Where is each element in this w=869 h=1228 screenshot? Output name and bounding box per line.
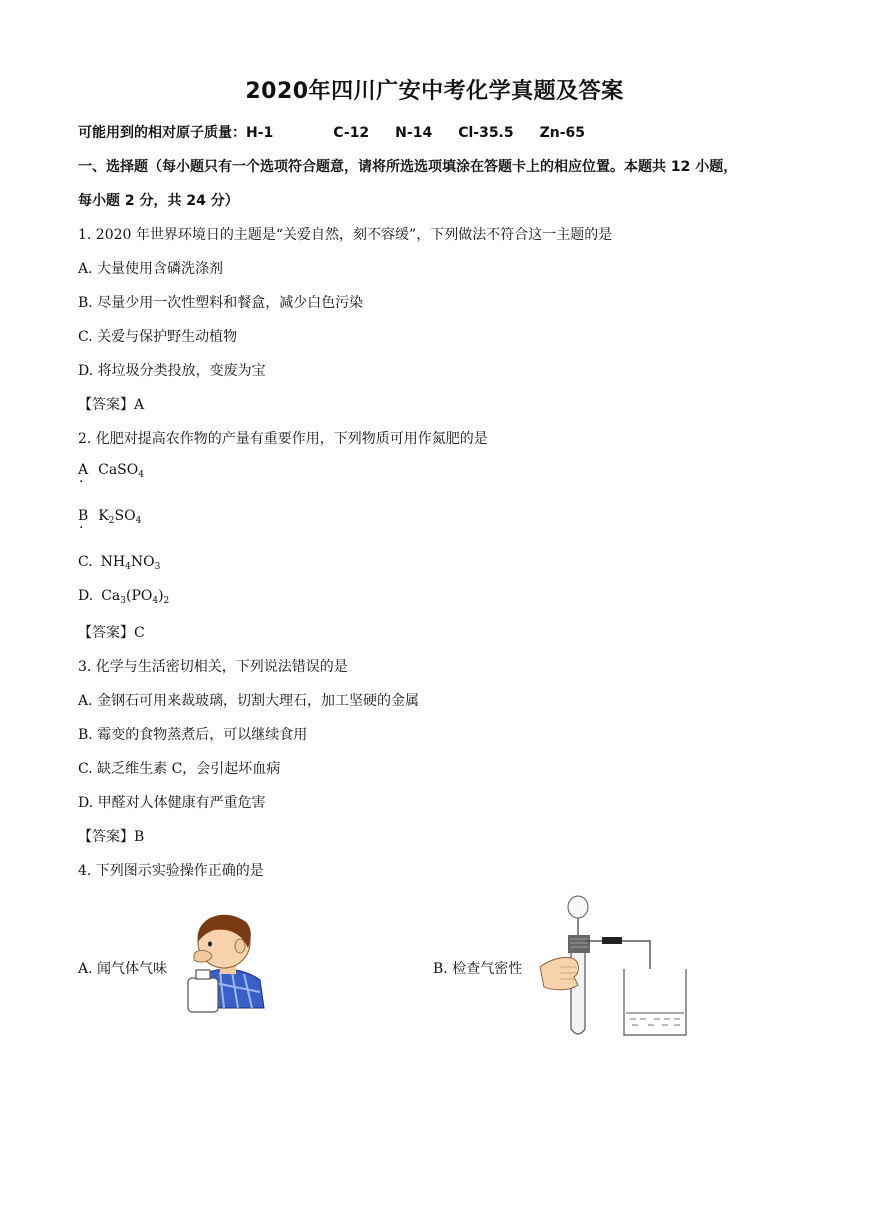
formula-subscript: 4 bbox=[152, 596, 159, 606]
q3-option-a: A. 金钢石可用来裁玻璃，切割大理石，加工坚硬的金属 bbox=[78, 693, 420, 709]
formula-subscript: 4 bbox=[138, 470, 144, 480]
q2-option-a-letter: A bbox=[78, 462, 89, 478]
formula-subscript: 4 bbox=[125, 562, 131, 572]
q2-option-c bbox=[78, 554, 160, 570]
formula-subscript: 4 bbox=[135, 516, 142, 526]
q3-stem: 3. 化学与生活密切相关，下列说法错误的是 bbox=[78, 659, 348, 675]
option-dot-mark: · bbox=[79, 520, 84, 536]
formula-subscript: 3 bbox=[120, 596, 126, 606]
formula-subscript: 2 bbox=[163, 596, 170, 606]
q1-option-c: C. 关爱与保护野生动植物 bbox=[78, 329, 238, 345]
atomic-mass-cl: Cl-35.5 bbox=[458, 125, 514, 141]
q3-option-b: B. 霉变的食物蒸煮后，可以继续食用 bbox=[78, 727, 308, 743]
page-title: 2020年四川广安中考化学真题及答案 bbox=[245, 79, 624, 104]
option-dot-mark: · bbox=[79, 474, 84, 490]
airtightness-check-illustration bbox=[540, 893, 690, 1043]
formula-part: NO bbox=[130, 554, 155, 570]
formula-subscript: 2 bbox=[108, 516, 115, 526]
formula-part: K bbox=[98, 508, 109, 524]
q3-option-d: D. 甲醛对人体健康有严重危害 bbox=[78, 795, 266, 811]
atomic-mass-zn: Zn-65 bbox=[539, 125, 586, 141]
q1-stem: 1. 2020 年世界环境日的主题是“关爱自然，刻不容缓”，下列做法不符合这一主题的是 bbox=[78, 227, 613, 243]
q3-answer: 【答案】B bbox=[78, 829, 145, 845]
q2-option-b bbox=[78, 508, 141, 524]
formula-subscript: 3 bbox=[154, 562, 161, 572]
atomic-mass-line bbox=[78, 122, 585, 142]
q1-option-a: A. 大量使用含磷洗涤剂 bbox=[78, 261, 224, 277]
formula-part: (PO bbox=[125, 588, 153, 604]
q2-option-c-letter: C. bbox=[78, 554, 93, 570]
q1-option-d: D. 将垃圾分类投放，变废为宝 bbox=[78, 363, 266, 379]
atomic-mass-label: 可能用到的相对原子质量： bbox=[78, 125, 246, 141]
q4-option-a: A. 闻气体气味 bbox=[78, 961, 168, 977]
atomic-mass-n: N-14 bbox=[395, 125, 433, 141]
section-heading-line2: 每小题 2 分，共 24 分） bbox=[78, 193, 239, 209]
section-heading-line1: 一、选择题（每小题只有一个选项符合题意，请将所选选项填涂在答题卡上的相应位置。本题共 12 小题， bbox=[78, 159, 738, 175]
q3-option-c: C. 缺乏维生素 C，会引起坏血病 bbox=[78, 761, 281, 777]
formula-part: CaSO bbox=[98, 462, 139, 478]
q2-option-d bbox=[78, 588, 169, 604]
formula-part: SO bbox=[114, 508, 136, 524]
q2-stem: 2. 化肥对提高农作物的产量有重要作用，下列物质可用作氮肥的是 bbox=[78, 431, 488, 447]
q2-option-d-letter: D. bbox=[78, 588, 94, 604]
formula-part: NH bbox=[100, 554, 126, 570]
smell-gas-illustration bbox=[180, 908, 266, 1014]
q1-option-b: B. 尽量少用一次性塑料和餐盒，减少白色污染 bbox=[78, 295, 364, 311]
q4-stem: 4. 下列图示实验操作正确的是 bbox=[78, 863, 264, 879]
formula-part: Ca bbox=[101, 588, 121, 604]
atomic-mass-c: C-12 bbox=[333, 125, 370, 141]
atomic-mass-h: H-1 bbox=[246, 125, 274, 141]
q2-option-b-letter: B bbox=[78, 508, 89, 524]
formula-part: ) bbox=[158, 588, 164, 604]
q4-option-b: B. 检查气密性 bbox=[433, 961, 523, 977]
q1-answer: 【答案】A bbox=[78, 397, 145, 413]
q2-answer: 【答案】C bbox=[78, 625, 145, 641]
q2-option-a bbox=[78, 462, 144, 478]
